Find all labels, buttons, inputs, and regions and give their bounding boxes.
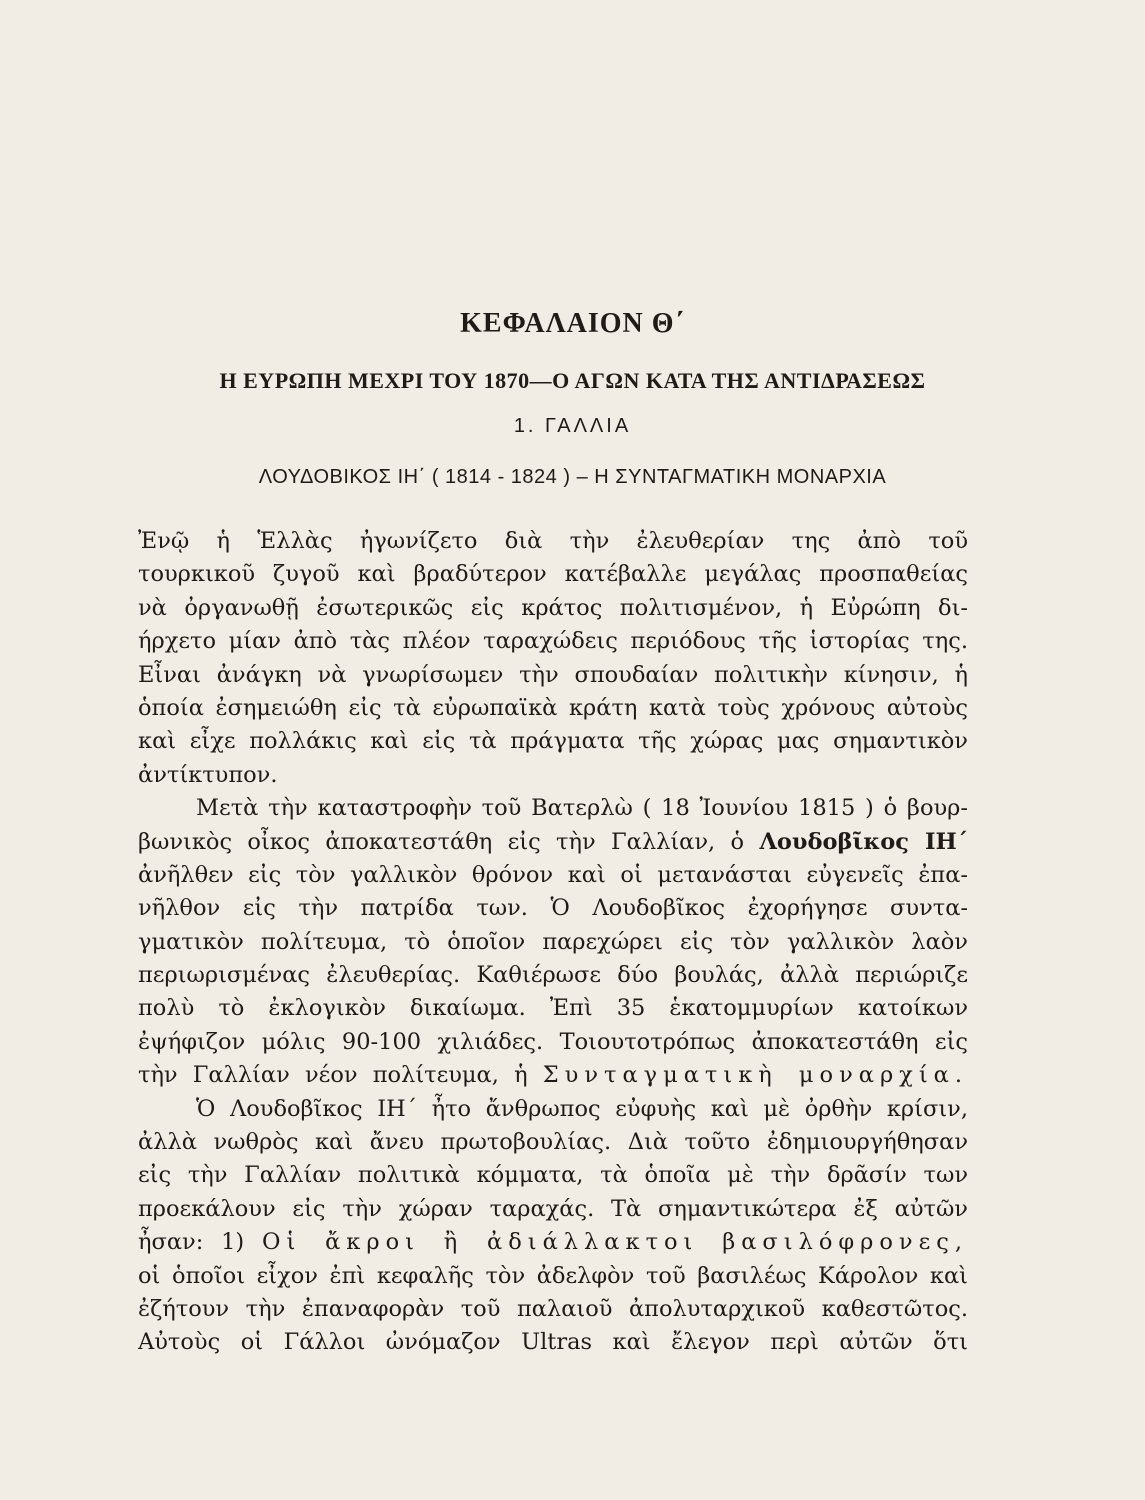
text-fragment: ἦσαν: 1) xyxy=(138,1229,245,1256)
text-line: Αὐτοὺς οἱ Γάλλοι ὠνόμαζον Ultras καὶ ἔλεγον περὶ αὐτῶν ὅτι xyxy=(138,1329,968,1356)
text-fragment: τὴν Γαλλίαν νέον πολίτευμα, ἡ xyxy=(138,1062,528,1089)
text-line: ὁποία ἐσημειώθη εἰς τὰ εὐρωπαϊκὰ κράτη κατὰ τοὺς χρόνους αὐτοὺς xyxy=(138,694,968,721)
text-line: προεκάλουν εἰς τὴν χώραν ταραχάς. Τὰ σημαντικώτερα ἐξ αὐτῶν xyxy=(138,1195,968,1222)
text-line xyxy=(138,1226,968,1259)
text-line: ἀντίκτυπον. xyxy=(138,761,278,788)
text-line: Εἶναι ἀνάγκη νὰ γνωρίσωμεν τὴν σπουδαίαν πολιτικὴν κίνησιν, ἡ xyxy=(138,661,968,688)
text-line: νὰ ὀργανωθῇ ἐσωτερικῶς εἰς κράτος πολιτισμένον, ἡ Εὐρώπη δι- xyxy=(138,594,968,621)
text-line: ἐψήφιζον μόλις 90-100 χιλιάδες. Τοιουτοτρόπως ἀποκατεστάθη εἰς xyxy=(138,1028,968,1055)
text-line: περιωρισμένας ἐλευθερίας. Καθιέρωσε δύο βουλάς, ἀλλὰ περιώριζε xyxy=(138,962,968,989)
text-fragment: βωνικὸς οἶκος ἀποκατεστάθη εἰς τὴν Γαλλίαν, ὁ xyxy=(138,828,745,855)
text-line: οἱ ὁποῖοι εἶχον ἐπὶ κεφαλῆς τὸν ἀδελφὸν τοῦ βασιλέως Κάρολον καὶ xyxy=(138,1262,968,1289)
text-line: καὶ εἶχε πολλάκις καὶ εἰς τὰ πράγματα τῆς χώρας μας σημαντικὸν xyxy=(138,728,968,755)
section-heading: ΛΟΥΔΟΒΙΚΟΣ ΙΗ΄ ( 1814 - 1824 ) – Η ΣΥΝΤΑΓΜΑΤΙΚΗ ΜΟΝΑΡΧΙΑ xyxy=(258,466,887,488)
text-line: ἐζήτουν τὴν ἐπαναφορὰν τοῦ παλαιοῦ ἀπολυταρχικοῦ καθεστῶτος. xyxy=(138,1295,968,1322)
chapter-subtitle: Η ΕΥΡΩΠΗ ΜΕΧΡΙ ΤΟΥ 1870—Ο ΑΓΩΝ ΚΑΤΑ ΤΗΣ ΑΝΤΙΔΡΑΣΕΩΣ xyxy=(219,368,926,393)
section-number: 1. ΓΑΛΛΙΑ xyxy=(513,415,632,437)
text-line: Ὁ Λουδοβῖκος ΙΗ΄ ἦτο ἄνθρωπος εὐφυὴς καὶ μὲ ὀρθὴν κρίσιν, xyxy=(196,1095,968,1122)
text-line: ήρχετο μίαν ἀπὸ τὰς πλέον ταραχώδεις περιόδους τῆς ἱστορίας της. xyxy=(138,628,968,655)
spaced-emphasis: Οἱ ἄκροι ἢ ἀδιάλλακτοι βασιλόφρονες, xyxy=(262,1229,968,1256)
text-line: γματικὸν πολίτευμα, τὸ ὁποῖον παρεχώρει εἰς τὸν γαλλικὸν λαὸν xyxy=(138,928,968,955)
text-line: πολὺ τὸ ἐκλογικὸν δικαίωμα. Ἐπὶ 35 ἑκατομμυρίων κατοίκων xyxy=(138,995,968,1022)
chapter-title: ΚΕΦΑΛΑΙΟΝ Θ΄ xyxy=(460,308,685,339)
body-text xyxy=(138,525,968,1360)
text-line: Ἐνῷ ἡ Ἑλλὰς ἠγωνίζετο διὰ τὴν ἐλευθερίαν της ἀπὸ τοῦ xyxy=(138,528,968,554)
text-line: ἀλλὰ νωθρὸς καὶ ἄνευ πρωτοβουλίας. Διὰ τοῦτο ἐδημιουργήθησαν xyxy=(138,1129,968,1156)
text-line: εἰς τὴν Γαλλίαν πολιτικὰ κόμματα, τὰ ὁποῖα μὲ τὴν δρᾶσίν των xyxy=(138,1162,968,1189)
king-name-emphasis: Λουδοβῖκος ΙΗ΄ xyxy=(759,828,968,855)
text-line: Μετὰ τὴν καταστροφὴν τοῦ Βατερλὼ ( 18 Ἰουνίου 1815 ) ὁ βουρ- xyxy=(196,795,968,822)
text-line: τουρκικοῦ ζυγοῦ καὶ βραδύτερον κατέβαλλε μεγάλας προσπαθείας xyxy=(138,561,968,588)
text-line: ἀνῆλθεν εἰς τὸν γαλλικὸν θρόνον καὶ οἱ μετανάσται εὐγενεῖς ἐπα- xyxy=(138,861,968,888)
spaced-emphasis: Συνταγματικὴ μοναρχία. xyxy=(542,1062,968,1089)
text-line: νῆλθον εἰς τὴν πατρίδα των. Ὁ Λουδοβῖκος ἐχορήγησε συντα- xyxy=(138,895,968,922)
text-line xyxy=(138,826,968,859)
text-line xyxy=(138,1059,968,1092)
